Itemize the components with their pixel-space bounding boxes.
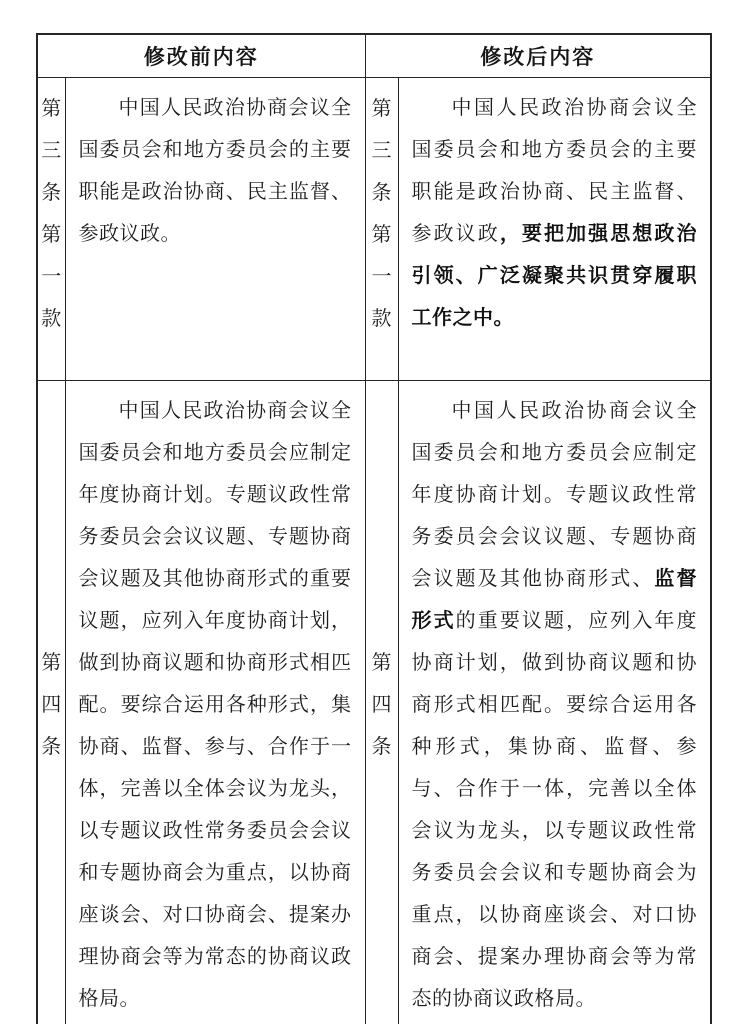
clause-after-segment: 中国人民政治协商会议全国委员会和地方委员会的主要职能是政治协商、民主监督、参政议政 <box>411 97 697 245</box>
clause-before-segment: 中国人民政治协商会议全国委员会和地方委员会的主要职能是政治协商、民主监督、参政议政。 <box>78 97 352 245</box>
column-header-after: 修改后内容 <box>365 34 711 78</box>
article-label-cell-after <box>365 381 398 1024</box>
clause-after-added-text: ，要把加强思想政治引领、广泛凝聚共识贯穿履职工作之中。 <box>411 223 698 329</box>
clause-after-cell <box>398 78 711 381</box>
clause-before-text <box>79 390 352 1020</box>
article-label-cell-after <box>365 78 398 381</box>
article-label-after: 第四条 <box>371 652 392 758</box>
amendment-comparison-table <box>36 33 712 1024</box>
clause-after-text <box>412 87 698 339</box>
clause-before-cell <box>65 78 365 381</box>
clause-before-cell <box>65 381 365 1024</box>
article-label-before: 第三条第一款 <box>41 98 62 330</box>
clause-after-cell <box>398 381 711 1024</box>
table-row-article-3 <box>37 78 711 381</box>
clause-after-segment: 的重要议题，应列入年度协商计划，做到协商议题和协商形式相匹配。要综合运用各种形式，集协商、监督、参与、合作于一体，完善以全体会议为龙头，以专题议政性常务委员会会议和专题协商会为重点，以协商座谈会、对口协商会、提案办理协商会等为常态的协商议政格局。 <box>411 610 698 1010</box>
clause-before-text <box>79 87 352 255</box>
clause-after-text <box>412 390 698 1020</box>
table-row-article-4 <box>37 381 711 1024</box>
table-header-row <box>37 34 711 78</box>
article-label-cell-before <box>37 381 65 1024</box>
article-label-cell-before <box>37 78 65 381</box>
column-header-before: 修改前内容 <box>37 34 365 78</box>
article-label-before: 第四条 <box>41 652 62 758</box>
clause-after-segment: 中国人民政治协商会议全国委员会和地方委员会应制定年度协商计划。专题议政性常务委员会会议议题、专题协商会议题及其他协商形式、 <box>411 400 697 590</box>
clause-before-segment: 中国人民政治协商会议全国委员会和地方委员会应制定年度协商计划。专题议政性常务委员会会议议题、专题协商会议题及其他协商形式的重要议题，应列入年度协商计划，做到协商议题和协商形式相匹配。要综合运用各种形式，集协商、监督、参与、合作于一体，完善以全体会议为龙头，以专题议政性常务委员会会议和专题协商会为重点，以协商座谈会、对口协商会、提案办理协商会等为常态的协商议政格局。 <box>78 400 352 1010</box>
clause-after-added-text: 监督形式 <box>411 568 698 632</box>
article-label-after: 第三条第一款 <box>371 98 392 330</box>
